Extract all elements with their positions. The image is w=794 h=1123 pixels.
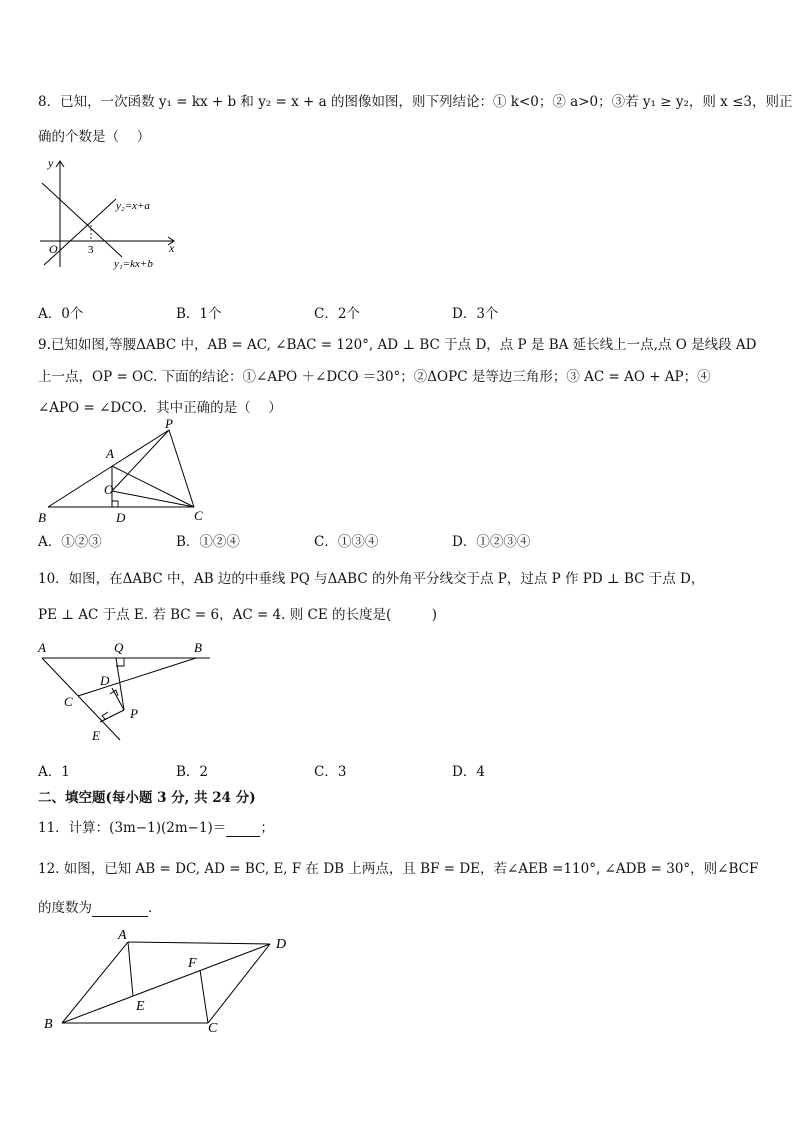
q8-stem-line2: 确的个数是（ ） xyxy=(38,129,151,145)
q8-fig-o: O xyxy=(49,242,58,256)
q8-fig-y2: y₂=x+a xyxy=(116,200,150,212)
q8-fig-3: 3 xyxy=(88,244,94,256)
q12-fig-b: B xyxy=(44,1017,53,1032)
q10-stem-line1: 10．如图，在ΔABC 中，AB 边的中垂线 PQ 与ΔABC 的外角平分线交于点 P，过点 P 作 PD ⊥ BC 于点 D， xyxy=(38,571,705,587)
q10-fig-q: Q xyxy=(114,640,124,655)
q12-fig-d: D xyxy=(276,937,287,952)
q9-option-b[interactable]: B．①②④ xyxy=(176,534,240,550)
q10-fig-b: B xyxy=(194,640,202,655)
q10-fig-c: C xyxy=(64,694,73,709)
q9-figure xyxy=(36,418,216,528)
q12-stem-line2 xyxy=(38,896,162,917)
q9-stem-line1: 9.已知如图,等腰ΔABC 中，AB = AC, ∠BAC = 120°, AD ⊥ BC 于点 D，点 P 是 BA 延长线上一点,点 O 是线段 AD xyxy=(38,337,757,353)
q9-fig-c: C xyxy=(194,508,203,523)
q8-fig-y: y xyxy=(48,156,54,170)
q11-tail: ； xyxy=(260,820,274,836)
q9-fig-p: P xyxy=(165,416,173,431)
q12-fig-c: C xyxy=(208,1021,218,1036)
q10-option-c[interactable]: C．3 xyxy=(314,764,347,780)
q10-fig-e: E xyxy=(92,728,100,743)
q12-fig-f: F xyxy=(188,956,197,971)
q12-tail: ． xyxy=(148,900,162,916)
q10-fig-d: D xyxy=(100,673,110,688)
q9-fig-o: O xyxy=(104,482,114,497)
q10-fig-a: A xyxy=(38,640,46,655)
q8-figure xyxy=(36,155,186,275)
q10-stem-line2: PE ⊥ AC 于点 E. 若 BC = 6，AC = 4. 则 CE 的长度是( ) xyxy=(38,607,438,623)
q10-option-b[interactable]: B．2 xyxy=(176,764,209,780)
q8-fig-x: x xyxy=(169,241,175,255)
q9-fig-b: B xyxy=(38,510,46,525)
q9-option-a[interactable]: A．①②③ xyxy=(38,534,102,550)
q12-fig-e: E xyxy=(136,999,145,1014)
q11-answer-blank[interactable] xyxy=(226,820,260,837)
q10-option-a[interactable]: A．1 xyxy=(38,764,70,780)
q12-fig-a: A xyxy=(118,928,127,943)
section-2-title: 二、填空题(每小题 3 分, 共 24 分) xyxy=(38,790,256,806)
q11-text: 11．计算：(3m−1)(2m−1)＝ xyxy=(38,820,227,836)
q10-fig-p: P xyxy=(130,706,138,721)
q9-fig-d: D xyxy=(116,510,126,525)
q11-stem xyxy=(38,816,274,837)
q12-figure xyxy=(36,924,306,1044)
q8-fig-y1: y₁=kx+b xyxy=(114,258,153,270)
q12-stem-line1: 12. 如图，已知 AB = DC, AD = BC, E, F 在 DB 上两点，且 BF = DE，若∠AEB =110°, ∠ADB = 30°，则∠BCF xyxy=(38,861,759,877)
q12-answer-blank[interactable] xyxy=(92,900,148,917)
q8-stem-line1: 8．已知，一次函数 y₁ = kx + b 和 y₂ = x + a 的图像如图，则下列结论：① k<0；② a>0；③若 y₁ ≥ y₂，则 x ≤3，则正 xyxy=(38,94,793,110)
q8-option-d[interactable]: D．3个 xyxy=(452,306,499,322)
q9-stem-line3: ∠APO = ∠DCO．其中正确的是（ ） xyxy=(38,400,282,416)
q12-text: 的度数为 xyxy=(38,900,92,916)
q10-option-d[interactable]: D．4 xyxy=(452,764,485,780)
q9-fig-a: A xyxy=(106,446,114,461)
q8-option-c[interactable]: C．2个 xyxy=(314,306,360,322)
q8-option-a[interactable]: A．0个 xyxy=(38,306,84,322)
q8-option-b[interactable]: B．1个 xyxy=(176,306,222,322)
q9-option-c[interactable]: C．①③④ xyxy=(314,534,379,550)
q9-stem-line2: 上一点，OP = OC. 下面的结论：①∠APO ＋∠DCO ＝30°；②ΔOPC 是等边三角形；③ AC = AO + AP；④ xyxy=(38,369,711,385)
q10-figure xyxy=(36,638,216,748)
q9-option-d[interactable]: D．①②③④ xyxy=(452,534,531,550)
